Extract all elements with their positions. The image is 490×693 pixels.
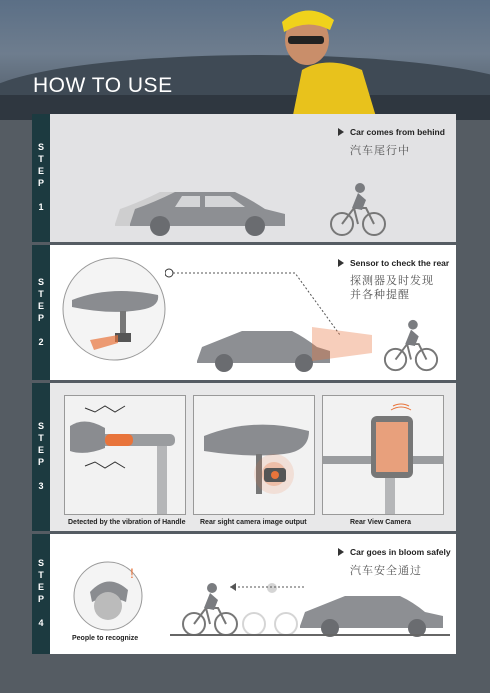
step-2-caption: Sensor to check the rear [350, 258, 450, 268]
handle-vibration-image [64, 395, 186, 515]
step-1-panel [32, 114, 456, 242]
car-icon [295, 586, 445, 641]
ground-line [170, 634, 450, 636]
svg-text:!: ! [130, 565, 134, 581]
arrow-icon [338, 128, 344, 136]
step-1-tag: STEP 1 [36, 142, 46, 214]
step-2-caption-cn1: 探测器及时发现 [350, 275, 434, 287]
step-3-tag: STEP 3 [36, 421, 46, 493]
cyclist-icon [382, 317, 440, 375]
step-3-caption-output: Rear sight camera image output [200, 519, 307, 526]
step-3-caption-camera: Rear View Camera [350, 519, 411, 526]
head-alert-icon [72, 560, 144, 632]
step-2-tag: STEP 2 [36, 276, 46, 349]
step-2-caption-cn2: 并各种提醒 [350, 289, 410, 301]
arrow-icon [338, 548, 344, 556]
step-3-caption-handle: Detected by the vibration of Handle [68, 519, 186, 526]
step-2-panel [32, 245, 456, 380]
step-4-caption: Car goes in bloom safely [350, 547, 451, 557]
step-4-caption-cn: 汽车安全通过 [350, 565, 422, 577]
rear-view-camera-image [322, 395, 444, 515]
step-3-panel [32, 383, 456, 531]
step-1-caption: Car comes from behind [350, 127, 445, 137]
page-title: HOW TO USE [33, 74, 173, 97]
cyclist-photo [262, 0, 392, 120]
rear-camera-output-image [193, 395, 315, 515]
hero-banner [0, 0, 490, 120]
step-4-caption-recognize: People to recognize [72, 635, 139, 642]
cyclist-icon [328, 180, 388, 240]
step-1-caption-cn: 汽车尾行中 [350, 145, 410, 157]
step-4-tag: STEP 4 [36, 558, 46, 630]
car-icon [192, 317, 332, 375]
step-4-panel [32, 534, 456, 654]
car-icon [110, 174, 290, 239]
saddle-sensor-icon [60, 255, 168, 363]
